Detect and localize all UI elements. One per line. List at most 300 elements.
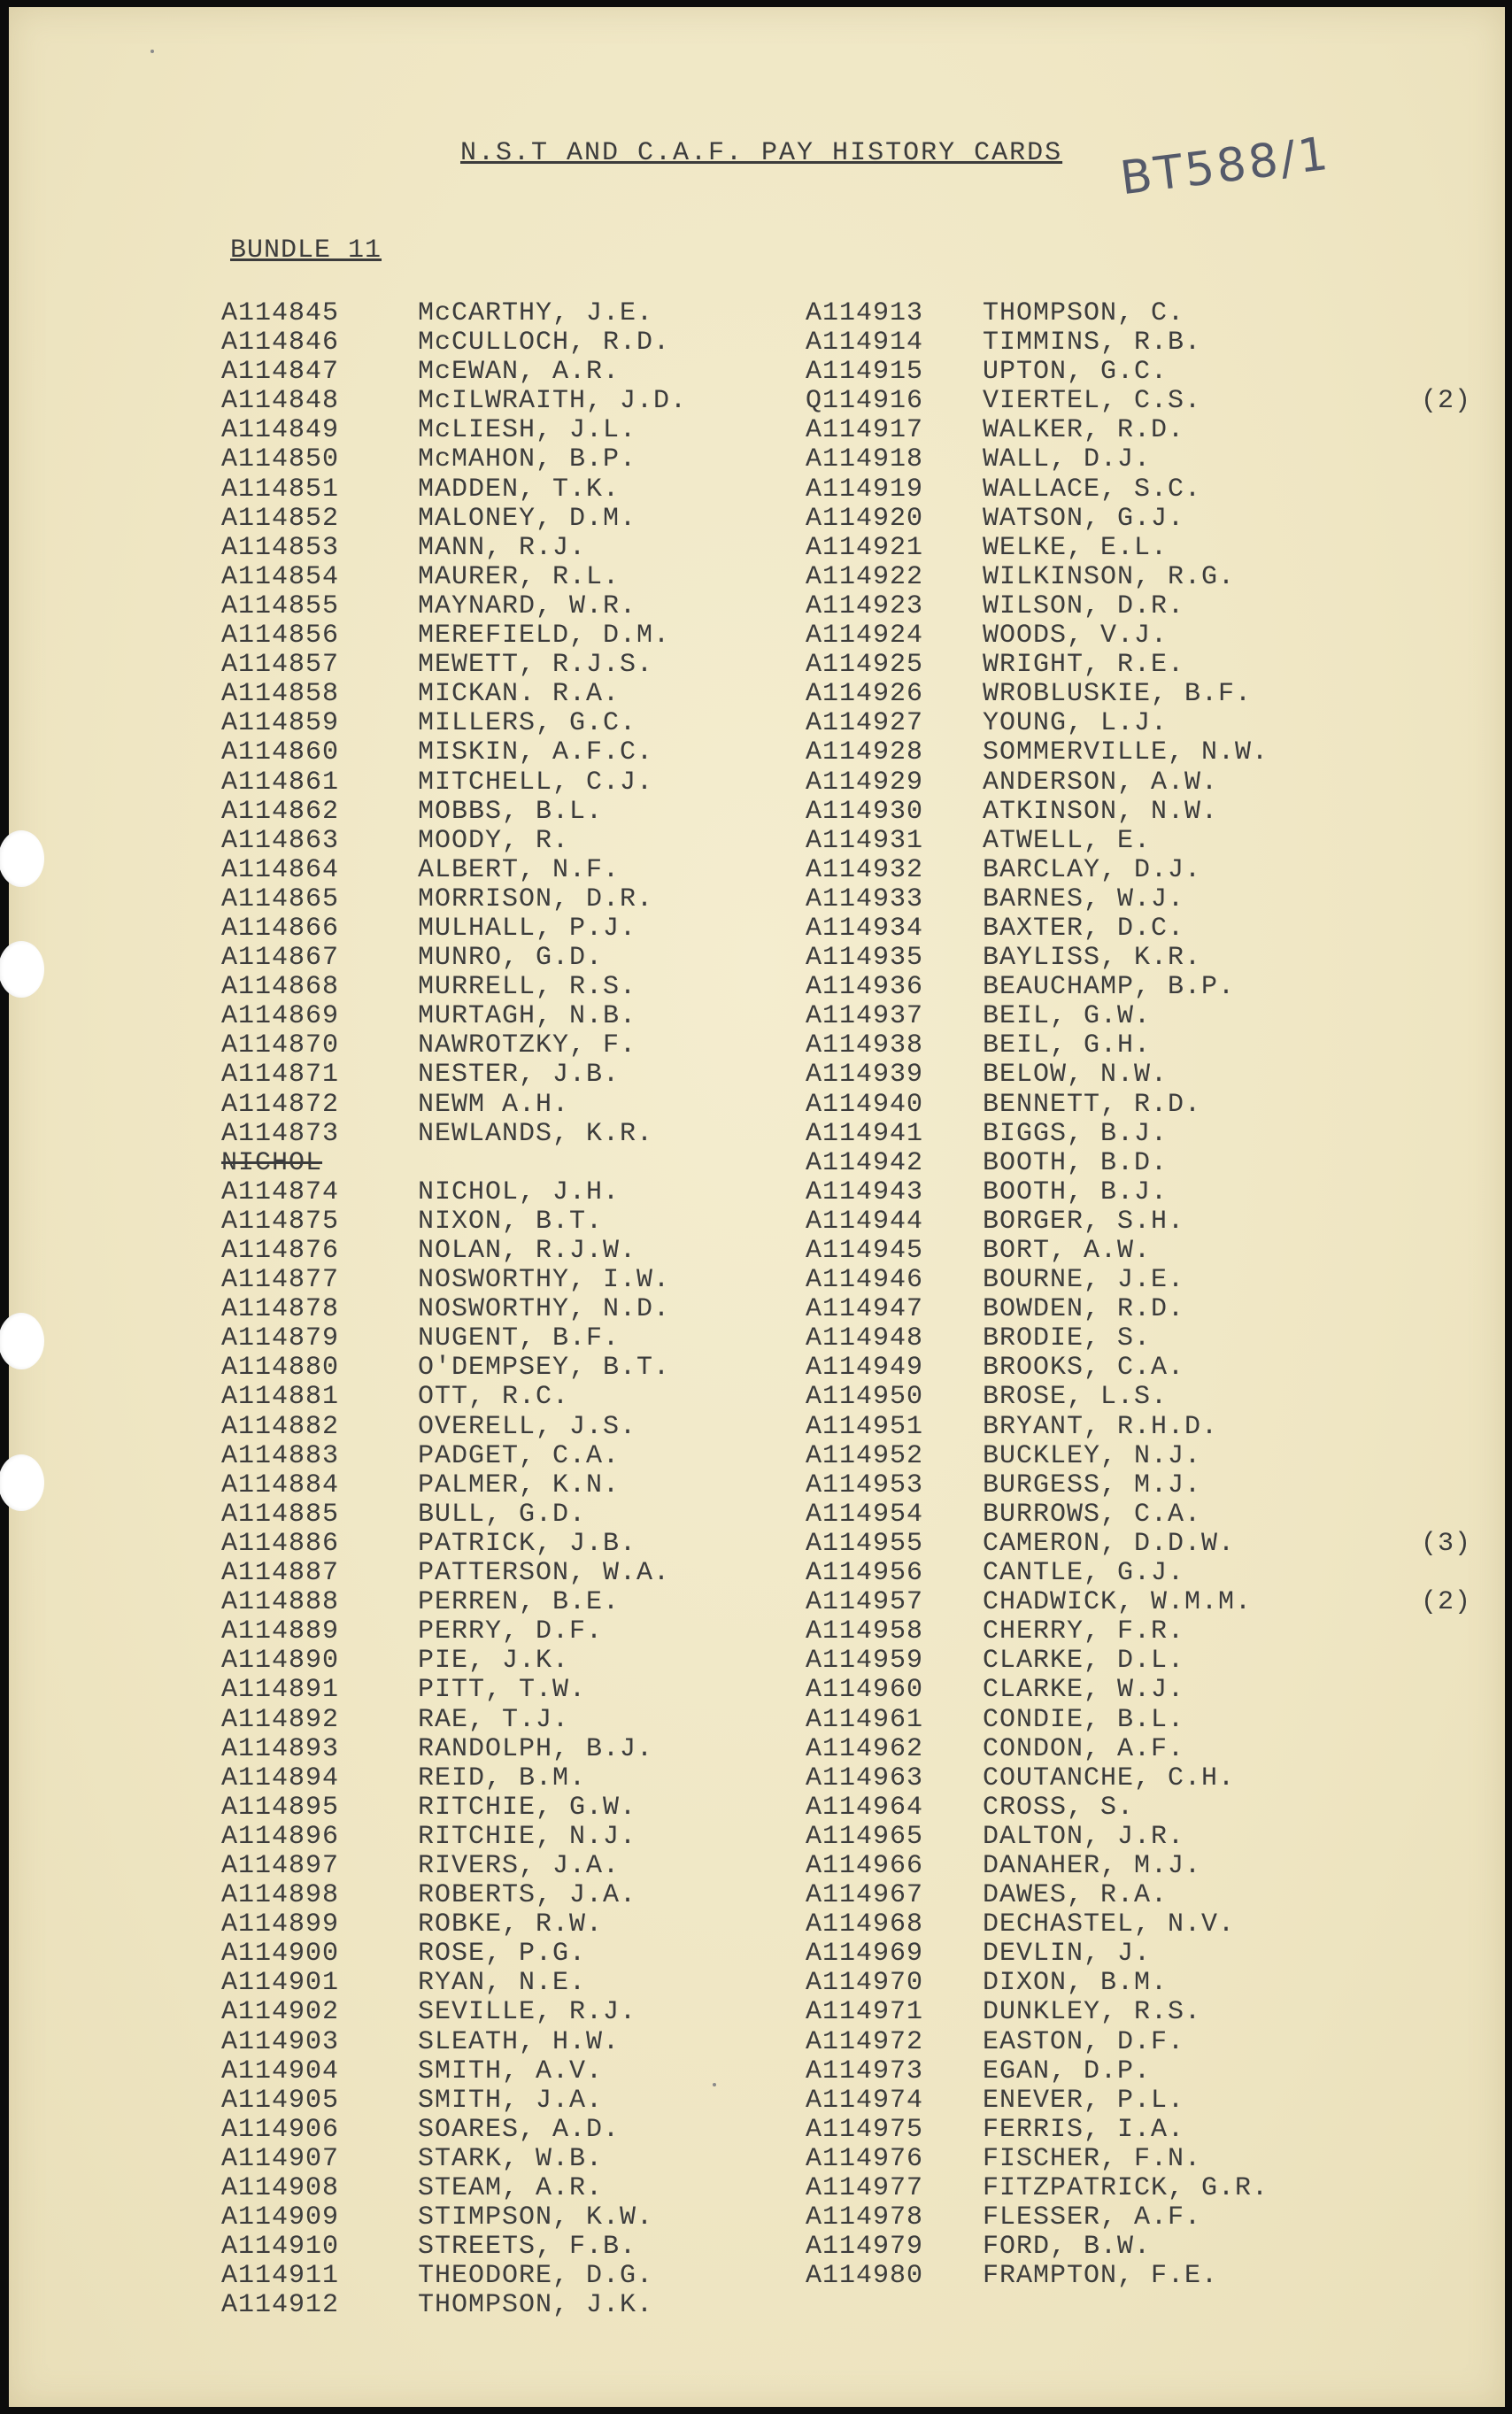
member-name: BEAUCHAMP, B.P. [983, 972, 1236, 1003]
service-number: A114856 [221, 621, 340, 652]
list-item [806, 914, 1496, 944]
card-count-note: (2) [1421, 1587, 1472, 1618]
member-name: PATTERSON, W.A. [418, 1558, 671, 1589]
list-item [806, 1852, 1496, 1881]
member-name: BRYANT, R.H.D. [983, 1411, 1219, 1442]
service-number: A114944 [806, 1206, 924, 1237]
service-number: A114864 [221, 854, 340, 885]
service-number: A114869 [221, 1001, 340, 1032]
member-name: BROOKS, C.A. [983, 1353, 1185, 1384]
service-number: A114966 [806, 1850, 924, 1881]
member-name: FITZPATRICK, G.R. [983, 2173, 1269, 2203]
list-item [806, 1413, 1496, 1442]
member-name: CAMERON, D.D.W. [983, 1528, 1236, 1559]
service-number: A114963 [806, 1762, 924, 1793]
service-number: A114972 [806, 2026, 924, 2057]
paper-speck [150, 50, 154, 53]
member-name: WALLACE, S.C. [983, 474, 1202, 505]
service-number: A114900 [221, 1939, 340, 1970]
list-item [806, 2057, 1496, 2086]
document-sheet [9, 7, 1505, 2407]
list-item [806, 709, 1496, 738]
service-number: A114961 [806, 1704, 924, 1735]
list-item [806, 1940, 1496, 1969]
list-item [806, 651, 1496, 680]
service-number: A114949 [806, 1353, 924, 1384]
member-name: TIMMINS, R.B. [983, 328, 1202, 359]
service-number: A114939 [806, 1060, 924, 1091]
service-number: A114867 [221, 943, 340, 974]
service-number: A114925 [806, 650, 924, 681]
service-number: A114893 [221, 1733, 340, 1764]
member-name: DUNKLEY, R.S. [983, 1997, 1202, 2028]
list-item [806, 1237, 1496, 1266]
list-item [806, 1266, 1496, 1295]
list-item [806, 592, 1496, 621]
member-name: WILSON, D.R. [983, 590, 1185, 621]
bundle-label: BUNDLE 11 [230, 235, 382, 266]
list-item [806, 1735, 1496, 1764]
service-number: A114897 [221, 1850, 340, 1881]
handwritten-reference: BT588/1 [1117, 127, 1334, 206]
member-name: PERREN, B.E. [418, 1587, 621, 1618]
service-number: A114955 [806, 1528, 924, 1559]
member-name: CHERRY, F.R. [983, 1616, 1185, 1647]
service-number: A114870 [221, 1030, 340, 1061]
member-name: NUGENT, B.F. [418, 1323, 621, 1354]
member-name: BELOW, N.W. [983, 1060, 1169, 1091]
service-number: A114927 [806, 708, 924, 739]
member-name: MUNRO, G.D. [418, 943, 604, 974]
member-name: EGAN, D.P. [983, 2055, 1152, 2086]
member-name: RITCHIE, G.W. [418, 1792, 637, 1823]
service-number: A114923 [806, 590, 924, 621]
member-name: NOSWORTHY, I.W. [418, 1265, 671, 1296]
member-name: DALTON, J.R. [983, 1821, 1185, 1852]
service-number: A114892 [221, 1704, 340, 1735]
list-item [221, 2291, 912, 2320]
member-name: SOMMERVILLE, N.W. [983, 737, 1269, 768]
service-number: A114917 [806, 415, 924, 446]
member-name: WALL, D.J. [983, 444, 1152, 475]
list-item [806, 798, 1496, 827]
member-name: PIE, J.K. [418, 1646, 570, 1677]
service-number: A114960 [806, 1675, 924, 1706]
punch-hole [0, 1454, 44, 1511]
member-name: BRODIE, S. [983, 1323, 1152, 1354]
service-number: A114898 [221, 1880, 340, 1911]
member-name: DEVLIN, J. [983, 1939, 1152, 1970]
service-number: A114926 [806, 679, 924, 710]
list-item [806, 1500, 1496, 1530]
member-name: ANDERSON, A.W. [983, 767, 1219, 798]
list-item [806, 827, 1496, 856]
service-number: A114980 [806, 2261, 924, 2292]
list-item [806, 1823, 1496, 1852]
member-name: CONDIE, B.L. [983, 1704, 1185, 1735]
member-name: BIGGS, B.J. [983, 1118, 1169, 1149]
member-name: CONDON, A.F. [983, 1733, 1185, 1764]
member-name: MALONEY, D.M. [418, 503, 637, 534]
member-name: BORGER, S.H. [983, 1206, 1185, 1237]
member-name: ROSE, P.G. [418, 1939, 587, 1970]
list-item [806, 1031, 1496, 1060]
member-name: BOOTH, B.D. [983, 1147, 1169, 1178]
list-item [806, 1764, 1496, 1793]
member-name: FLESSER, A.F. [983, 2202, 1202, 2233]
member-name: YOUNG, L.J. [983, 708, 1169, 739]
member-name: DIXON, B.M. [983, 1968, 1169, 1999]
list-item [806, 1530, 1496, 1559]
service-number: A114866 [221, 913, 340, 944]
list-item [806, 2028, 1496, 2057]
service-number: A114938 [806, 1030, 924, 1061]
list-item [806, 1998, 1496, 2027]
list-item [806, 1442, 1496, 1471]
service-number: A114942 [806, 1147, 924, 1178]
member-name: UPTON, G.C. [983, 357, 1169, 388]
service-number: A114945 [806, 1236, 924, 1266]
member-name: MORRISON, D.R. [418, 883, 654, 914]
member-name: EASTON, D.F. [983, 2026, 1185, 2057]
member-name: SEVILLE, R.J. [418, 1997, 637, 2028]
list-item [806, 680, 1496, 709]
member-name: SLEATH, H.W. [418, 2026, 621, 2057]
member-name: RIVERS, J.A. [418, 1850, 621, 1881]
service-number: A114941 [806, 1118, 924, 1149]
service-number: A114937 [806, 1001, 924, 1032]
list-item [806, 2145, 1496, 2174]
list-item [806, 944, 1496, 973]
member-name: McCARTHY, J.E. [418, 298, 654, 328]
member-name: DECHASTEL, N.V. [983, 1909, 1236, 1940]
service-number: A114958 [806, 1616, 924, 1647]
service-number: A114872 [221, 1089, 340, 1120]
member-name: BOWDEN, R.D. [983, 1294, 1185, 1325]
list-item [806, 299, 1496, 328]
member-name: FERRIS, I.A. [983, 2114, 1185, 2145]
service-number: A114876 [221, 1236, 340, 1266]
service-number: A114954 [806, 1499, 924, 1530]
service-number: A114913 [806, 298, 924, 328]
member-name: PERRY, D.F. [418, 1616, 604, 1647]
list-item [806, 621, 1496, 651]
member-name: RANDOLPH, B.J. [418, 1733, 654, 1764]
member-name: CANTLE, G.J. [983, 1558, 1185, 1589]
list-item [806, 856, 1496, 885]
member-name: MULHALL, P.J. [418, 913, 637, 944]
service-number: A114874 [221, 1176, 340, 1207]
list-item [806, 1617, 1496, 1647]
member-name: WILKINSON, R.G. [983, 561, 1236, 592]
member-name: STIMPSON, K.W. [418, 2202, 654, 2233]
service-number: A114908 [221, 2173, 340, 2203]
member-name: THOMPSON, J.K. [418, 2290, 654, 2321]
service-number: A114951 [806, 1411, 924, 1442]
list-item [806, 1969, 1496, 1998]
punch-hole [0, 830, 44, 887]
service-number: A114934 [806, 913, 924, 944]
member-name: MISKIN, A.F.C. [418, 737, 654, 768]
member-name: REID, B.M. [418, 1762, 587, 1793]
list-item [806, 1706, 1496, 1735]
member-name: MAURER, R.L. [418, 561, 621, 592]
service-number: NICHOL [221, 1147, 323, 1178]
member-name: COUTANCHE, C.H. [983, 1762, 1236, 1793]
member-name: BURGESS, M.J. [983, 1469, 1202, 1500]
service-number: A114902 [221, 1997, 340, 2028]
service-number: A114878 [221, 1294, 340, 1325]
card-count-note: (3) [1421, 1528, 1472, 1559]
service-number: A114924 [806, 621, 924, 652]
member-name: MURRELL, R.S. [418, 972, 637, 1003]
service-number: A114921 [806, 532, 924, 563]
member-name: WOODS, V.J. [983, 621, 1169, 652]
service-number: A114956 [806, 1558, 924, 1589]
member-name: PATRICK, J.B. [418, 1528, 637, 1559]
member-name: SMITH, J.A. [418, 2085, 604, 2116]
service-number: A114905 [221, 2085, 340, 2116]
service-number: A114871 [221, 1060, 340, 1091]
service-number: A114911 [221, 2261, 340, 2292]
service-number: A114860 [221, 737, 340, 768]
service-number: A114936 [806, 972, 924, 1003]
member-name: BARCLAY, D.J. [983, 854, 1202, 885]
service-number: A114883 [221, 1440, 340, 1471]
member-name: PITT, T.W. [418, 1675, 587, 1706]
service-number: A114964 [806, 1792, 924, 1823]
member-name: McEWAN, A.R. [418, 357, 621, 388]
service-number: A114848 [221, 386, 340, 417]
member-name: RITCHIE, N.J. [418, 1821, 637, 1852]
member-name: FORD, B.W. [983, 2232, 1152, 2263]
service-number: A114851 [221, 474, 340, 505]
member-name: McILWRAITH, J.D. [418, 386, 688, 417]
service-number: A114929 [806, 767, 924, 798]
list-item [806, 328, 1496, 358]
member-name: STARK, W.B. [418, 2143, 604, 2174]
service-number: A114969 [806, 1939, 924, 1970]
service-number: A114918 [806, 444, 924, 475]
member-name: RAE, T.J. [418, 1704, 570, 1735]
member-name: BROSE, L.S. [983, 1382, 1169, 1413]
service-number: A114859 [221, 708, 340, 739]
service-number: A114846 [221, 328, 340, 359]
member-name: OVERELL, J.S. [418, 1411, 637, 1442]
member-name: OTT, R.C. [418, 1382, 570, 1413]
list-item [806, 1676, 1496, 1705]
list-item [806, 475, 1496, 505]
service-number: A114967 [806, 1880, 924, 1911]
member-name: PADGET, C.A. [418, 1440, 621, 1471]
service-number: A114854 [221, 561, 340, 592]
member-name: BAYLISS, K.R. [983, 943, 1202, 974]
member-name: THEODORE, D.G. [418, 2261, 654, 2292]
member-name: BEIL, G.H. [983, 1030, 1152, 1061]
service-number: A114919 [806, 474, 924, 505]
list-item [806, 2262, 1496, 2291]
member-name: McCULLOCH, R.D. [418, 328, 671, 359]
list-item [806, 2086, 1496, 2116]
list-item [806, 416, 1496, 445]
member-name: SOARES, A.D. [418, 2114, 621, 2145]
list-item [806, 1002, 1496, 1031]
service-number: A114948 [806, 1323, 924, 1354]
member-name: CLARKE, W.J. [983, 1675, 1185, 1706]
service-number: A114885 [221, 1499, 340, 1530]
list-item [806, 738, 1496, 767]
service-number: A114853 [221, 532, 340, 563]
list-item [806, 1207, 1496, 1237]
service-number: A114973 [806, 2055, 924, 2086]
member-name: NOLAN, R.J.W. [418, 1236, 637, 1266]
member-name: CROSS, S. [983, 1792, 1135, 1823]
member-name: NICHOL, J.H. [418, 1176, 621, 1207]
service-number: A114946 [806, 1265, 924, 1296]
member-name: BEIL, G.W. [983, 1001, 1152, 1032]
member-name: ATWELL, E. [983, 825, 1152, 856]
service-number: A114881 [221, 1382, 340, 1413]
list-item [806, 445, 1496, 474]
service-number: A114862 [221, 796, 340, 827]
list-item [806, 2203, 1496, 2233]
member-name: BENNETT, R.D. [983, 1089, 1202, 1120]
member-name: VIERTEL, C.S. [983, 386, 1202, 417]
service-number: Q114916 [806, 386, 924, 417]
service-number: A114887 [221, 1558, 340, 1589]
page-title: N.S.T AND C.A.F. PAY HISTORY CARDS [460, 138, 1063, 168]
list-item [806, 1091, 1496, 1120]
member-name: MADDEN, T.K. [418, 474, 621, 505]
service-number: A114953 [806, 1469, 924, 1500]
member-name: MOODY, R. [418, 825, 570, 856]
member-name: BOURNE, J.E. [983, 1265, 1185, 1296]
list-item [806, 1471, 1496, 1500]
service-number: A114861 [221, 767, 340, 798]
service-number: A114912 [221, 2290, 340, 2321]
member-name: NESTER, J.B. [418, 1060, 621, 1091]
member-name: WATSON, G.J. [983, 503, 1185, 534]
list-item [806, 1793, 1496, 1823]
member-name: MANN, R.J. [418, 532, 587, 563]
service-number: A114904 [221, 2055, 340, 2086]
service-number: A114903 [221, 2026, 340, 2057]
service-number: A114907 [221, 2143, 340, 2174]
service-number: A114968 [806, 1909, 924, 1940]
list-item [806, 1324, 1496, 1354]
service-number: A114928 [806, 737, 924, 768]
service-number: A114847 [221, 357, 340, 388]
list-item [806, 768, 1496, 798]
member-name: BORT, A.W. [983, 1236, 1152, 1266]
service-number: A114971 [806, 1997, 924, 2028]
member-name: CLARKE, D.L. [983, 1646, 1185, 1677]
member-name: STEAM, A.R. [418, 2173, 604, 2203]
service-number: A114875 [221, 1206, 340, 1237]
service-number: A114888 [221, 1587, 340, 1618]
member-name: MOBBS, B.L. [418, 796, 604, 827]
member-name: MURTAGH, N.B. [418, 1001, 637, 1032]
service-number: A114880 [221, 1353, 340, 1384]
member-name: McLIESH, J.L. [418, 415, 637, 446]
service-number: A114850 [221, 444, 340, 475]
service-number: A114932 [806, 854, 924, 885]
list-item [806, 2116, 1496, 2145]
member-name: DAWES, R.A. [983, 1880, 1169, 1911]
service-number: A114890 [221, 1646, 340, 1677]
service-number: A114865 [221, 883, 340, 914]
member-name: NEWM A.H. [418, 1089, 570, 1120]
member-name: MILLERS, G.C. [418, 708, 637, 739]
member-name: NEWLANDS, K.R. [418, 1118, 654, 1149]
member-name: WALKER, R.D. [983, 415, 1185, 446]
service-number: A114894 [221, 1762, 340, 1793]
list-item [806, 885, 1496, 914]
service-number: A114852 [221, 503, 340, 534]
member-name: FRAMPTON, F.E. [983, 2261, 1219, 2292]
service-number: A114857 [221, 650, 340, 681]
service-number: A114849 [221, 415, 340, 446]
list-item [806, 1120, 1496, 1149]
list-item [806, 1178, 1496, 1207]
member-name: ALBERT, N.F. [418, 854, 621, 885]
service-number: A114920 [806, 503, 924, 534]
service-number: A114877 [221, 1265, 340, 1296]
member-name: McMAHON, B.P. [418, 444, 637, 475]
member-name: BAXTER, D.C. [983, 913, 1185, 944]
member-name: BOOTH, B.J. [983, 1176, 1169, 1207]
member-name: ENEVER, P.L. [983, 2085, 1185, 2116]
service-number: A114915 [806, 357, 924, 388]
member-name: NIXON, B.T. [418, 1206, 604, 1237]
service-number: A114979 [806, 2232, 924, 2263]
punch-hole [0, 1313, 44, 1369]
list-item [806, 1295, 1496, 1324]
member-name: MICKAN. R.A. [418, 679, 621, 710]
service-number: A114914 [806, 328, 924, 359]
member-name: PALMER, K.N. [418, 1469, 621, 1500]
service-number: A114855 [221, 590, 340, 621]
list-item [806, 563, 1496, 592]
list-item [806, 1149, 1496, 1178]
member-name: BARNES, W.J. [983, 883, 1185, 914]
card-count-note: (2) [1421, 386, 1472, 417]
service-number: A114901 [221, 1968, 340, 1999]
member-name: O'DEMPSEY, B.T. [418, 1353, 671, 1384]
service-number: A114882 [221, 1411, 340, 1442]
service-number: A114858 [221, 679, 340, 710]
punch-hole [0, 941, 44, 998]
service-number: A114970 [806, 1968, 924, 1999]
list-item [806, 358, 1496, 387]
service-number: A114868 [221, 972, 340, 1003]
member-name: WELKE, E.L. [983, 532, 1169, 563]
list-item [806, 2233, 1496, 2262]
service-number: A114959 [806, 1646, 924, 1677]
list-item [806, 534, 1496, 563]
member-name: BURROWS, C.A. [983, 1499, 1202, 1530]
service-number: A114965 [806, 1821, 924, 1852]
member-name: MEREFIELD, D.M. [418, 621, 671, 652]
list-item [806, 505, 1496, 534]
list-item [806, 1383, 1496, 1412]
list-item [806, 2174, 1496, 2203]
service-number: A114879 [221, 1323, 340, 1354]
list-item [806, 1881, 1496, 1910]
member-name: ATKINSON, N.W. [983, 796, 1219, 827]
service-number: A114950 [806, 1382, 924, 1413]
member-name: ROBERTS, J.A. [418, 1880, 637, 1911]
